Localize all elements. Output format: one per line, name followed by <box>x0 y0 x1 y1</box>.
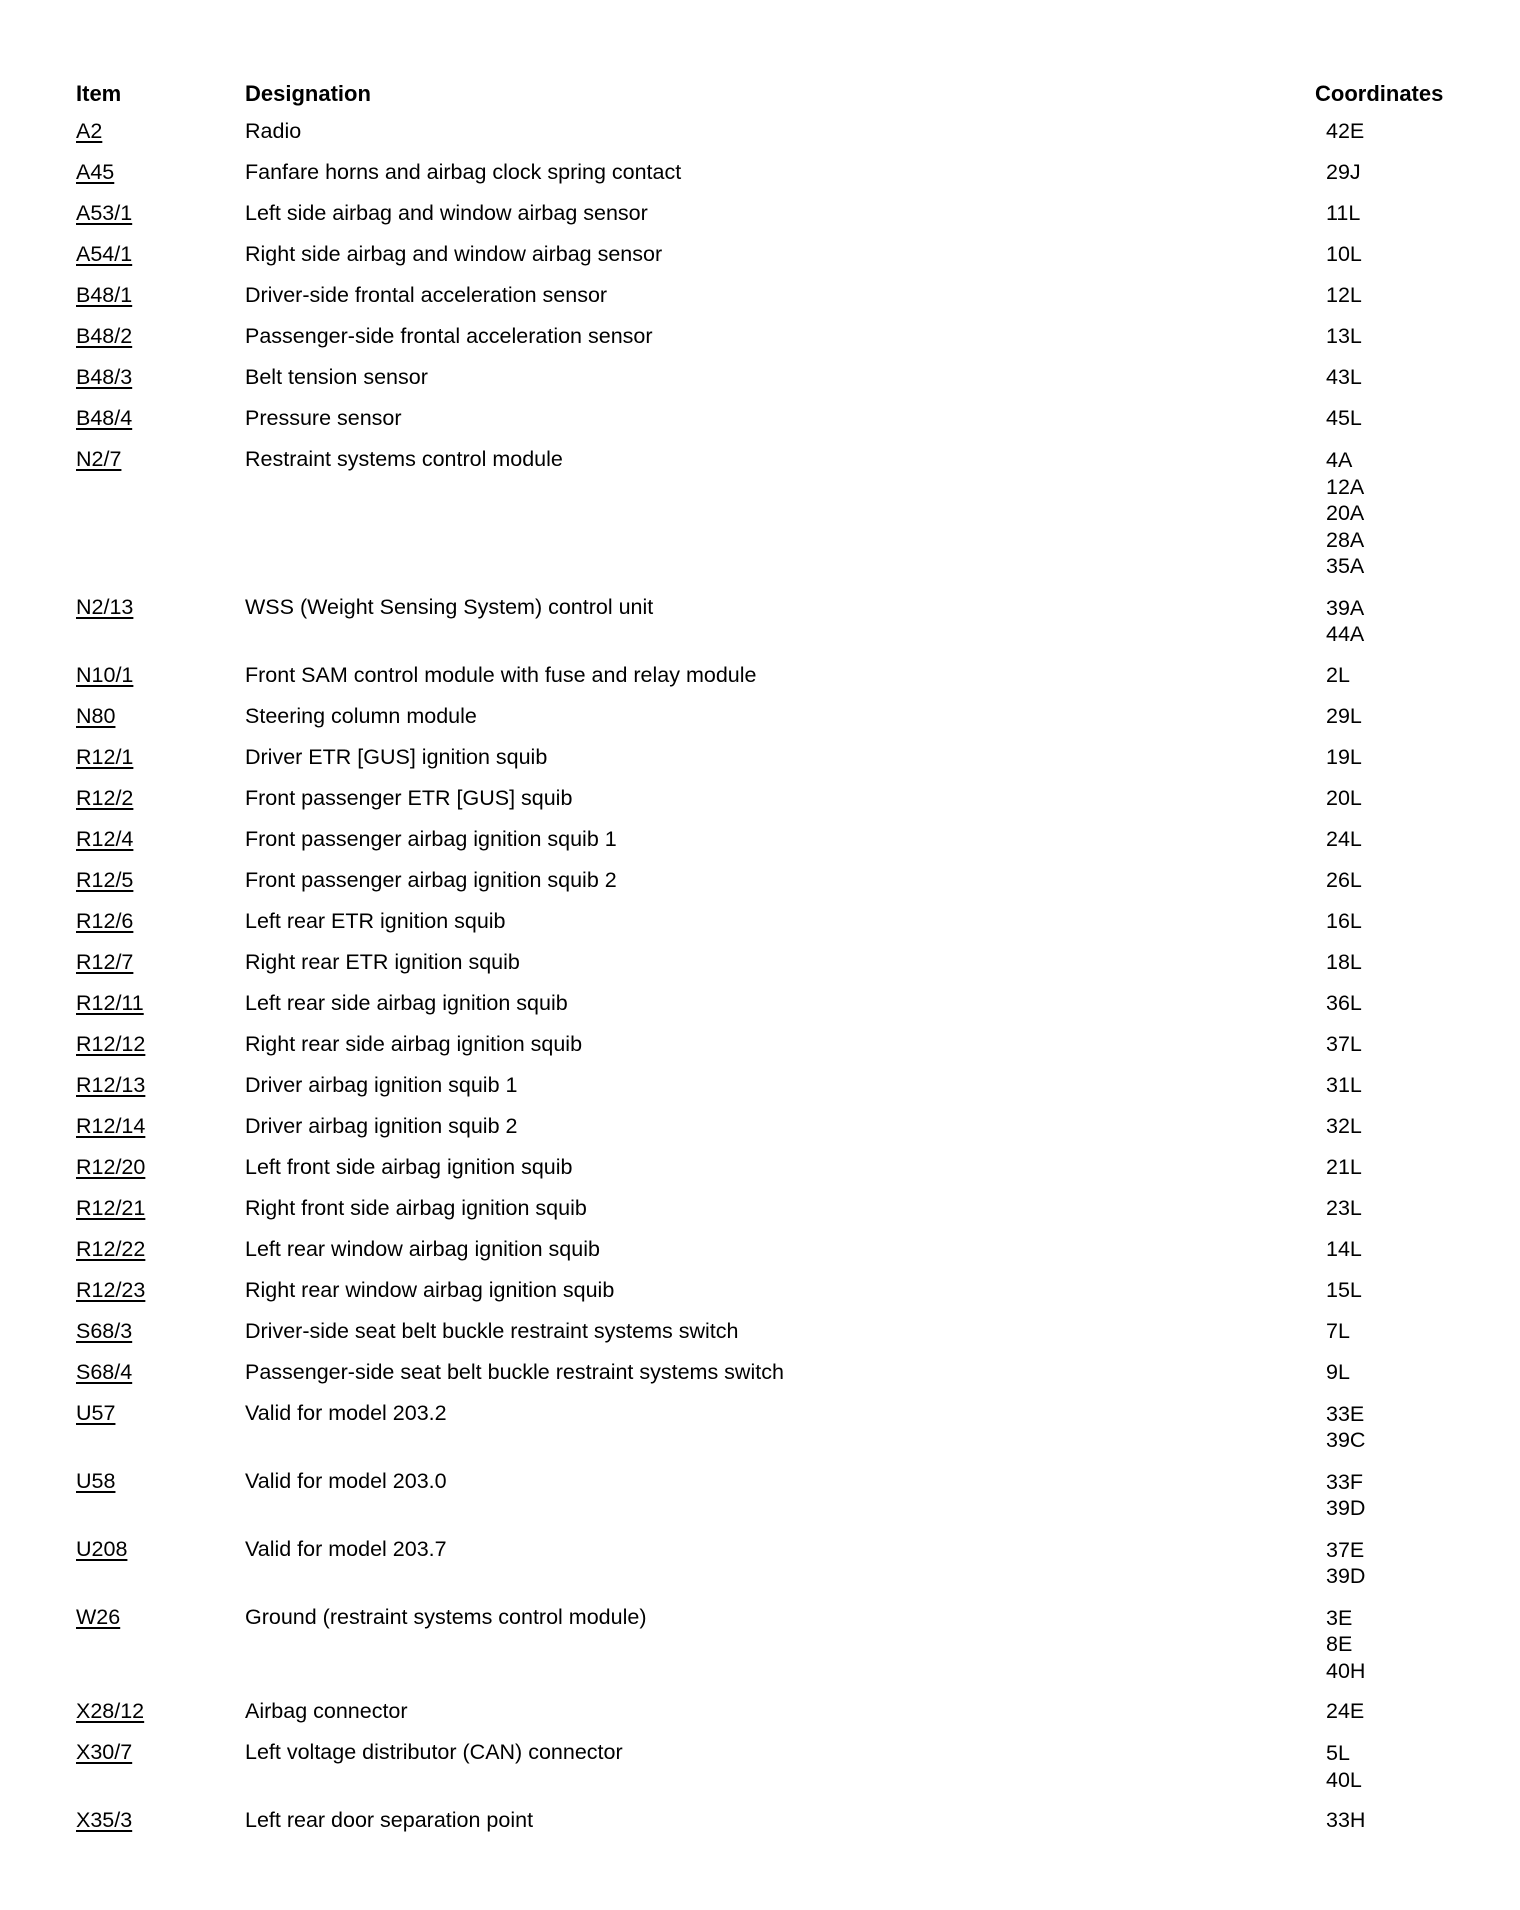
designation-cell: Front passenger ETR [GUS] squib <box>245 785 573 810</box>
coordinates-cell: 10L <box>1326 242 1362 266</box>
table-row <box>76 111 1466 152</box>
item-cell <box>76 819 245 860</box>
coordinates-cell: 37L <box>1326 1031 1362 1056</box>
coordinates-cell <box>1315 1393 1466 1461</box>
table-row <box>76 1691 1466 1732</box>
designation-cell: Right rear side airbag ignition squib <box>245 1031 583 1056</box>
item-cell <box>76 696 245 737</box>
coordinate-value: 35A <box>1326 554 1365 578</box>
item-cell <box>76 1732 245 1773</box>
table-row <box>76 234 1466 275</box>
table-row <box>76 357 1466 398</box>
coordinates-cell <box>1315 1597 1466 1692</box>
coordinates-cell: 42E <box>1326 119 1365 143</box>
designation-cell: Right front side airbag ignition squib <box>245 1195 587 1220</box>
item-link[interactable]: R12/21 <box>76 1195 146 1220</box>
coordinates-cell: 29J <box>1326 160 1361 184</box>
coordinate-value: 12A <box>1326 474 1365 499</box>
designation-cell: Airbag connector <box>245 1699 408 1723</box>
item-link[interactable]: B48/4 <box>76 406 133 430</box>
item-link[interactable]: N80 <box>76 703 116 728</box>
designation-cell: Right rear window airbag ignition squib <box>245 1277 615 1302</box>
designation-cell: Ground (restraint systems control module) <box>245 1604 647 1629</box>
item-link[interactable]: R12/23 <box>76 1277 146 1302</box>
designation-column-header: Designation <box>245 81 371 106</box>
item-link[interactable]: R12/6 <box>76 908 134 933</box>
item-cell <box>76 1800 245 1841</box>
item-link[interactable]: B48/3 <box>76 365 133 389</box>
coordinates-cell: 45L <box>1326 406 1362 430</box>
item-link[interactable]: R12/20 <box>76 1154 146 1179</box>
coordinates-column-header: Coordinates <box>1315 81 1444 106</box>
table-row <box>76 983 1466 1024</box>
table-row <box>76 778 1466 819</box>
designation-cell: Belt tension sensor <box>245 365 428 389</box>
coordinates-cell <box>1315 1732 1466 1800</box>
table-row <box>76 737 1466 778</box>
item-cell <box>76 152 245 193</box>
designation-cell: Front passenger airbag ignition squib 1 <box>245 826 617 851</box>
designation-cell: Driver airbag ignition squib 2 <box>245 1113 518 1138</box>
designation-cell: Left rear door separation point <box>245 1808 534 1832</box>
item-link[interactable]: U208 <box>76 1536 128 1561</box>
item-cell <box>76 942 245 983</box>
coordinates-cell: 24L <box>1326 826 1362 851</box>
table-row <box>76 398 1466 439</box>
item-cell <box>76 111 245 152</box>
coordinates-cell: 2L <box>1326 662 1350 687</box>
coordinates-cell: 31L <box>1326 1072 1362 1097</box>
component-legend-table <box>76 76 1466 1841</box>
item-cell <box>76 587 245 628</box>
designation-cell: Valid for model 203.7 <box>245 1536 447 1561</box>
table-header <box>76 76 1466 111</box>
coordinates-cell: 15L <box>1326 1277 1362 1302</box>
coordinates-cell: 33H <box>1326 1808 1366 1832</box>
table-row <box>76 1800 1466 1841</box>
item-cell <box>76 1188 245 1229</box>
coordinate-value: 40H <box>1326 1658 1366 1683</box>
designation-cell: Passenger-side seat belt buckle restraint systems switch <box>245 1359 784 1384</box>
table-body <box>76 111 1466 1841</box>
designation-cell: Radio <box>245 119 302 143</box>
item-link[interactable]: A45 <box>76 160 115 184</box>
table-row <box>76 860 1466 901</box>
coordinates-cell: 16L <box>1326 908 1362 933</box>
coordinate-value: 40L <box>1326 1767 1362 1792</box>
table-row <box>76 696 1466 737</box>
item-cell <box>76 901 245 942</box>
table-row <box>76 439 1466 587</box>
coordinate-value: 4A <box>1326 448 1353 472</box>
item-cell <box>76 1393 245 1434</box>
coordinates-cell <box>1315 1461 1466 1529</box>
table-row <box>76 1270 1466 1311</box>
table-row <box>76 275 1466 316</box>
table-row <box>76 901 1466 942</box>
designation-cell: Right side airbag and window airbag sensor <box>245 242 663 266</box>
table-row <box>76 316 1466 357</box>
table-row <box>76 1597 1466 1692</box>
item-link[interactable]: R12/22 <box>76 1236 146 1261</box>
item-link[interactable]: X28/12 <box>76 1699 145 1723</box>
coordinates-cell: 23L <box>1326 1195 1362 1220</box>
coordinates-cell: 21L <box>1326 1154 1362 1179</box>
item-cell <box>76 737 245 778</box>
designation-cell: Left front side airbag ignition squib <box>245 1154 573 1179</box>
coordinates-cell: 36L <box>1326 990 1362 1015</box>
item-link[interactable]: R12/14 <box>76 1113 146 1138</box>
designation-cell: Front SAM control module with fuse and relay module <box>245 662 757 687</box>
designation-cell: Restraint systems control module <box>245 447 563 471</box>
designation-cell: Left side airbag and window airbag sensor <box>245 201 648 225</box>
designation-cell: Left voltage distributor (CAN) connector <box>245 1740 623 1764</box>
item-cell <box>76 1311 245 1352</box>
item-link[interactable]: S68/3 <box>76 1318 133 1343</box>
designation-cell: Pressure sensor <box>245 406 402 430</box>
item-link[interactable]: R12/4 <box>76 826 134 851</box>
coordinate-value: 3E <box>1326 1605 1353 1630</box>
item-cell <box>76 1147 245 1188</box>
item-cell <box>76 1024 245 1065</box>
table-row <box>76 587 1466 655</box>
table-row <box>76 1393 1466 1461</box>
item-cell <box>76 316 245 357</box>
designation-cell: Driver airbag ignition squib 1 <box>245 1072 518 1097</box>
item-cell <box>76 1691 245 1732</box>
item-link[interactable]: S68/4 <box>76 1359 133 1384</box>
item-cell <box>76 439 245 480</box>
table-row <box>76 819 1466 860</box>
coordinate-value: 8E <box>1326 1632 1353 1656</box>
item-link[interactable]: R12/5 <box>76 867 134 892</box>
designation-cell: Passenger-side frontal acceleration sensor <box>245 324 653 348</box>
item-cell <box>76 357 245 398</box>
item-link[interactable]: R12/2 <box>76 785 134 810</box>
item-cell <box>76 1065 245 1106</box>
coordinates-cell: 18L <box>1326 949 1362 974</box>
coordinates-cell: 43L <box>1326 365 1362 389</box>
coordinate-value: 5L <box>1326 1741 1350 1765</box>
table-row <box>76 1147 1466 1188</box>
table-row <box>76 942 1466 983</box>
table-row <box>76 193 1466 234</box>
coordinates-cell: 11L <box>1326 201 1361 225</box>
table-row <box>76 1106 1466 1147</box>
coordinate-value: 28A <box>1326 527 1365 552</box>
item-cell <box>76 1597 245 1638</box>
item-column-header: Item <box>76 81 122 106</box>
table-row <box>76 1352 1466 1393</box>
item-link[interactable]: U58 <box>76 1468 116 1493</box>
designation-cell: Left rear window airbag ignition squib <box>245 1236 600 1261</box>
item-cell <box>76 193 245 234</box>
designation-cell: Valid for model 203.2 <box>245 1400 447 1425</box>
item-link[interactable]: N10/1 <box>76 662 134 687</box>
item-link[interactable]: R12/12 <box>76 1031 146 1056</box>
item-link[interactable]: R12/1 <box>76 744 134 769</box>
item-link[interactable]: X35/3 <box>76 1808 133 1832</box>
coordinate-value: 44A <box>1326 622 1365 646</box>
coordinates-cell <box>1315 439 1466 587</box>
coordinate-value: 39C <box>1326 1428 1366 1452</box>
designation-cell: WSS (Weight Sensing System) control unit <box>245 594 654 619</box>
coordinates-cell: 12L <box>1326 283 1362 307</box>
item-cell <box>76 1106 245 1147</box>
coordinates-cell: 26L <box>1326 867 1362 892</box>
coordinate-value: 20A <box>1326 501 1365 525</box>
item-cell <box>76 234 245 275</box>
designation-cell: Fanfare horns and airbag clock spring contact <box>245 160 682 184</box>
coordinate-value: 39D <box>1326 1564 1366 1588</box>
coordinates-cell: 20L <box>1326 785 1362 810</box>
designation-cell: Left rear side airbag ignition squib <box>245 990 568 1015</box>
item-cell <box>76 398 245 439</box>
table-row <box>76 1529 1466 1597</box>
table-row <box>76 1461 1466 1529</box>
item-link[interactable]: A53/1 <box>76 201 133 225</box>
item-link[interactable]: N2/7 <box>76 447 122 471</box>
coordinate-value: 33E <box>1326 1401 1365 1426</box>
item-link[interactable]: W26 <box>76 1604 121 1629</box>
item-link[interactable]: A54/1 <box>76 242 133 266</box>
coordinate-value: 39D <box>1326 1496 1366 1520</box>
item-link[interactable]: B48/2 <box>76 324 133 348</box>
item-cell <box>76 1529 245 1570</box>
coordinates-cell: 32L <box>1326 1113 1362 1138</box>
coordinates-cell: 7L <box>1326 1318 1350 1343</box>
coordinates-cell: 19L <box>1326 744 1362 769</box>
item-link[interactable]: R12/11 <box>76 990 144 1015</box>
designation-cell: Right rear ETR ignition squib <box>245 949 520 974</box>
table-row <box>76 1188 1466 1229</box>
coordinate-value: 37E <box>1326 1537 1365 1562</box>
designation-cell: Valid for model 203.0 <box>245 1468 447 1493</box>
item-cell <box>76 1229 245 1270</box>
table-row <box>76 1311 1466 1352</box>
coordinate-value: 39A <box>1326 595 1365 620</box>
item-cell <box>76 983 245 1024</box>
coordinates-cell: 14L <box>1326 1236 1362 1261</box>
designation-cell: Front passenger airbag ignition squib 2 <box>245 867 617 892</box>
table-row <box>76 1024 1466 1065</box>
coordinates-cell: 13L <box>1326 324 1362 348</box>
item-cell <box>76 1352 245 1393</box>
designation-cell: Left rear ETR ignition squib <box>245 908 506 933</box>
table-row <box>76 1732 1466 1800</box>
designation-cell: Steering column module <box>245 703 477 728</box>
coordinates-cell: 29L <box>1326 703 1362 728</box>
coordinate-value: 33F <box>1326 1469 1364 1494</box>
item-cell <box>76 1461 245 1502</box>
item-link[interactable]: R12/7 <box>76 949 134 974</box>
item-link[interactable]: X30/7 <box>76 1740 133 1764</box>
table-row <box>76 655 1466 696</box>
table-row <box>76 1065 1466 1106</box>
item-cell <box>76 655 245 696</box>
item-cell <box>76 778 245 819</box>
designation-cell: Driver-side frontal acceleration sensor <box>245 283 608 307</box>
coordinates-cell: 24E <box>1326 1699 1365 1723</box>
designation-cell: Driver ETR [GUS] ignition squib <box>245 744 548 769</box>
item-cell <box>76 275 245 316</box>
coordinates-cell <box>1315 1529 1466 1597</box>
table-row <box>76 152 1466 193</box>
item-link[interactable]: N2/13 <box>76 594 134 619</box>
item-link[interactable]: B48/1 <box>76 283 133 307</box>
item-cell <box>76 860 245 901</box>
item-link[interactable]: A2 <box>76 119 103 143</box>
item-cell <box>76 1270 245 1311</box>
table-row <box>76 1229 1466 1270</box>
coordinates-cell <box>1315 587 1466 655</box>
designation-cell: Driver-side seat belt buckle restraint systems switch <box>245 1318 739 1343</box>
item-link[interactable]: R12/13 <box>76 1072 146 1097</box>
item-link[interactable]: U57 <box>76 1400 116 1425</box>
coordinates-cell: 9L <box>1326 1359 1350 1384</box>
